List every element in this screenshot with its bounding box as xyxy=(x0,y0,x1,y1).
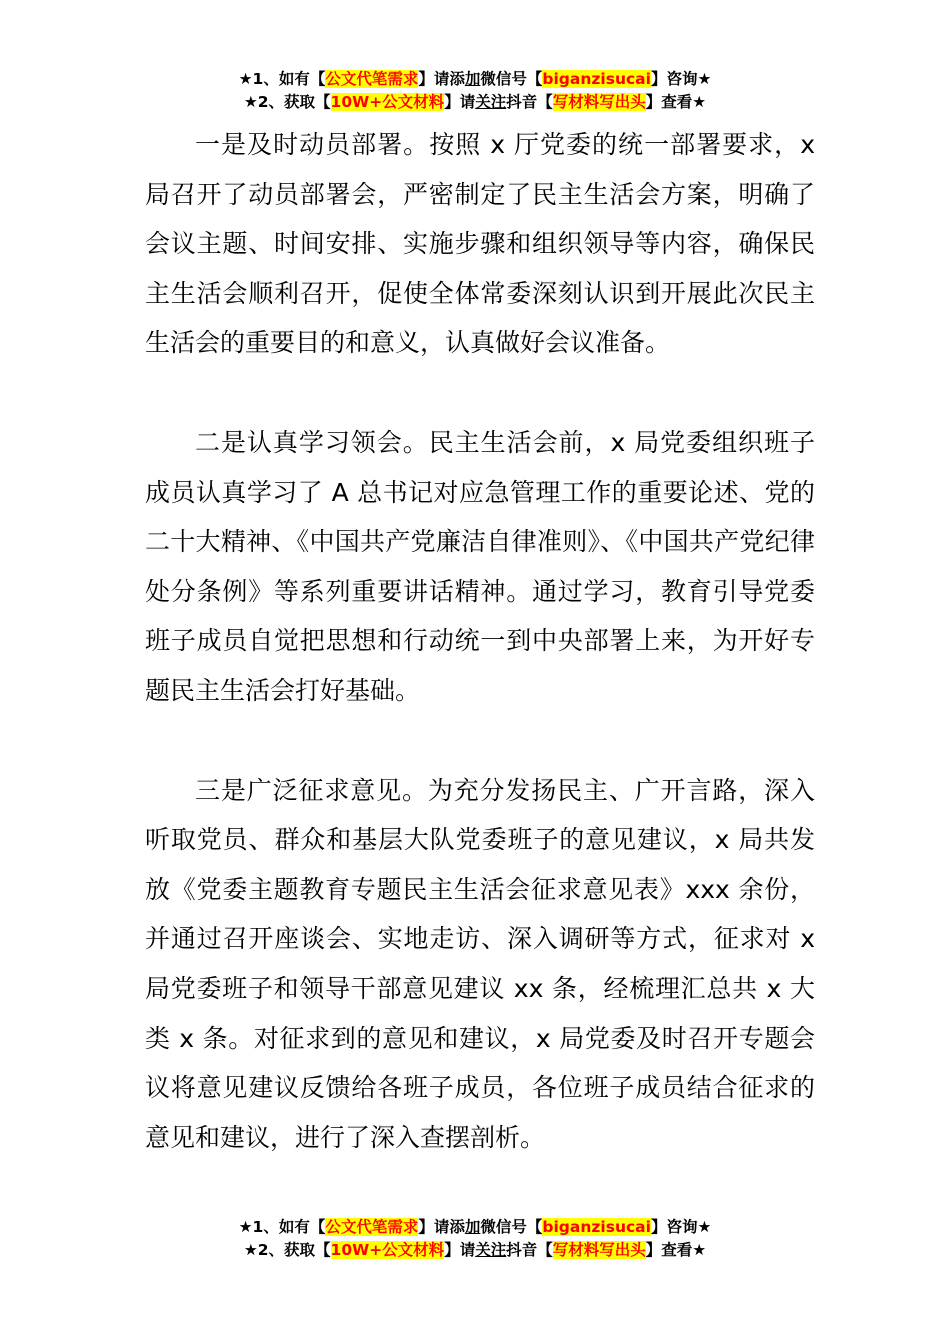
banner-highlight: biganzisucai xyxy=(542,1218,651,1236)
banner-text: ★2、获取【 xyxy=(243,1241,331,1259)
banner-text: ★2、获取【 xyxy=(243,93,331,111)
banner-highlight: 10W+公文材料 xyxy=(330,1241,445,1259)
banner-text: 】查看★ xyxy=(645,1241,707,1259)
banner-text: 】咨询★ xyxy=(650,70,712,88)
banner-highlight: 写材料写出头 xyxy=(552,93,646,111)
banner-text: 微信号【 xyxy=(480,70,543,88)
banner-underlined: 关注 xyxy=(475,93,507,111)
banner-highlight: 公文代笔需求 xyxy=(325,1218,419,1236)
footer-banner xyxy=(0,1216,950,1262)
document-body xyxy=(145,120,815,1212)
banner-highlight: 写材料写出头 xyxy=(552,1241,646,1259)
banner-text: 】请添 xyxy=(418,1218,465,1236)
banner-text: ★1、如有【 xyxy=(238,70,326,88)
banner-text: 】查看★ xyxy=(645,93,707,111)
banner-text: 】咨询★ xyxy=(650,1218,712,1236)
banner-highlight: 公文代笔需求 xyxy=(325,70,419,88)
banner-text: 抖音【 xyxy=(506,1241,553,1259)
banner-underlined: 加 xyxy=(464,70,481,88)
banner-text: 】请添 xyxy=(418,70,465,88)
banner-line-1 xyxy=(0,1216,950,1239)
banner-line-1 xyxy=(0,68,950,91)
banner-line-2 xyxy=(0,1239,950,1262)
banner-underlined: 关注 xyxy=(475,1241,507,1259)
banner-text: 】请 xyxy=(444,1241,476,1259)
banner-highlight: 10W+公文材料 xyxy=(330,93,445,111)
header-banner xyxy=(0,68,950,114)
banner-text: ★1、如有【 xyxy=(238,1218,326,1236)
banner-line-2 xyxy=(0,91,950,114)
banner-text: 微信号【 xyxy=(480,1218,543,1236)
paragraph-mobilization: 一是及时动员部署。按照 x 厅党委的统一部署要求，x 局召开了动员部署会，严密制定了民主生活会方案，明确了会议主题、时间安排、实施步骤和组织领导等内容，确保民主生活会顺利召开，促使全体常委深刻认识到开展此次民主生活会的重要目的和意义，认真做好会议准备。 xyxy=(145,130,815,358)
banner-highlight: biganzisucai xyxy=(542,70,651,88)
paragraph-study: 二是认真学习领会。民主生活会前，x 局党委组织班子成员认真学习了 A 总书记对应急管理工作的重要论述、党的二十大精神、《中国共产党廉洁自律准则》、《中国共产党纪律处分条例》等系列重要讲话精神。通过学习，教育引导党委班子成员自觉把思想和行动统一到中央部署上来，为开好专题民主生活会打好基础。 xyxy=(145,427,815,705)
paragraph-opinions: 三是广泛征求意见。为充分发扬民主、广开言路，深入听取党员、群众和基层大队党委班子的意见建议，x 局共发放《党委主题教育专题民主生活会征求意见表》xxx 余份，并通过召开座谈会、实地走访、深入调研等方式，征求对 x 局党委班子和领导干部意见建议 xx 条，经梳理汇总共 x 大类 x 条。对征求到的意见和建议，x 局党委及时召开专题会议将意见建议反馈给各班子成员，各位班子成员结合征求的意见和建议，进行了深入查摆剖析。 xyxy=(145,775,815,1152)
banner-underlined: 加 xyxy=(464,1218,481,1236)
banner-text: 】请 xyxy=(444,93,476,111)
banner-text: 抖音【 xyxy=(506,93,553,111)
